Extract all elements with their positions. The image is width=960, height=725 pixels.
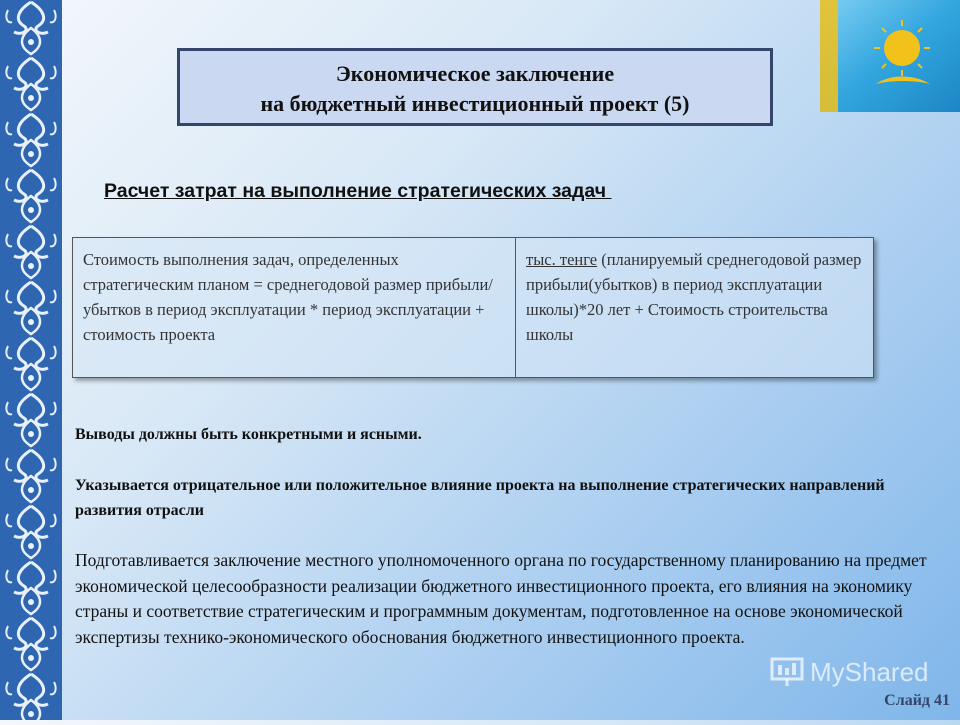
conclusion-paragraph-2: Указывается отрицательное или положительное влияние проекта на выполнение стратегических направлений развития отрасли <box>75 477 885 519</box>
title-line-1: Экономическое заключение <box>335 61 615 86</box>
title-line-2: на бюджетный инвестиционный проект (5) <box>260 91 690 116</box>
conclusion-paragraph-3: Подготавливается заключение местного уполномоченного органа по государственному планированию на предмет экономической целесообразности реализации бюджетного инвестиционного проекта, его влияния на экономику страны и соответствие стратегическим и программным документам, подготовленное на основе экономической экспертизы технико-экономического обоснования бюджетного инвестиционного проекта. <box>75 550 927 647</box>
table-cell-formula: Стоимость выполнения задач, определенных стратегическим планом = среднегодовой размер прибыли/убытков в период эксплуатации * период эксплуатации + стоимость проекта <box>73 238 516 377</box>
kazakhstan-flag-image <box>820 0 960 112</box>
units-label: тыс. тенге <box>526 250 598 269</box>
watermark <box>770 652 929 692</box>
ornament-pattern <box>0 0 62 720</box>
section-subtitle: Расчет затрат на выполнение стратегических задач <box>104 180 612 202</box>
table-cell-units <box>516 238 873 377</box>
conclusion-paragraph-1: Выводы должны быть конкретными и ясными. <box>75 426 422 443</box>
presentation-icon <box>770 657 804 687</box>
ornament-border <box>0 0 62 720</box>
slide-number: Слайд 41 <box>884 692 950 709</box>
cost-table <box>72 237 874 378</box>
title-box <box>177 48 773 126</box>
watermark-text: MyShared <box>810 656 929 687</box>
units-description: (планируемый среднегодовой размер прибыли(убытков) в период эксплуатации школы)*20 лет + Стоимость строительства школы <box>526 250 862 344</box>
